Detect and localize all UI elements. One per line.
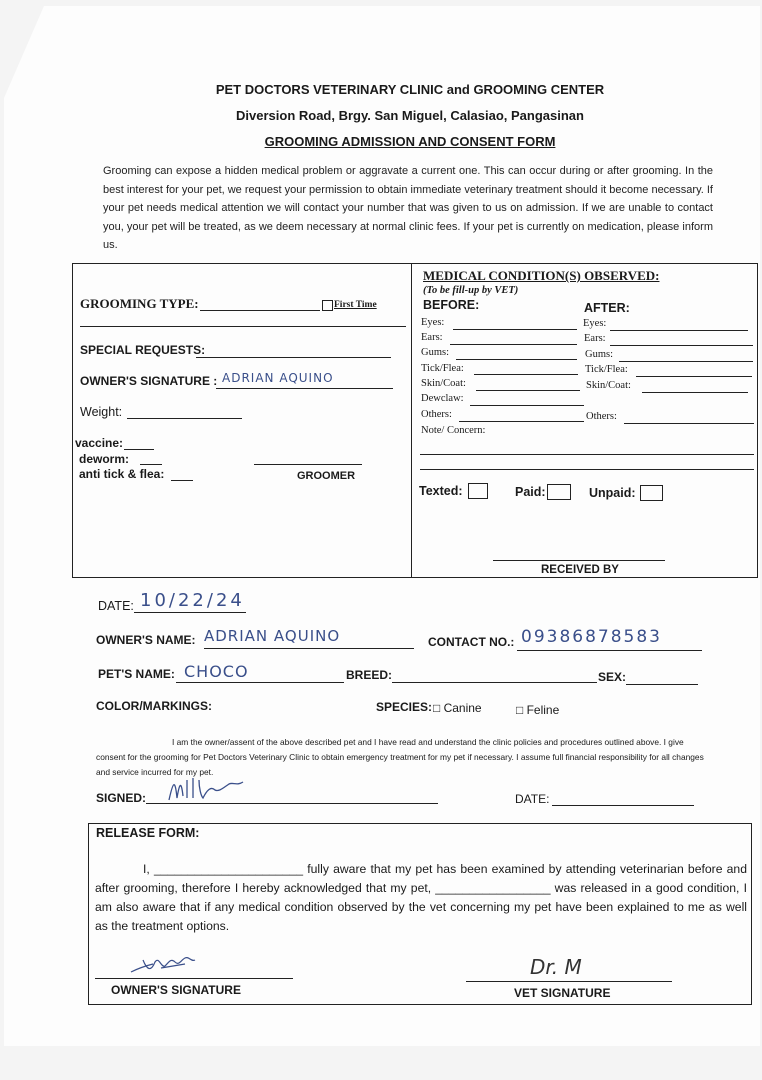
color-markings-label: COLOR/MARKINGS:	[96, 699, 212, 713]
texted-label: Texted:	[419, 484, 463, 498]
after-ears-label: Ears:	[584, 333, 606, 344]
before-tickflea-field[interactable]	[474, 374, 578, 375]
before-ears-label: Ears:	[421, 332, 443, 343]
owner-signature-value: ADRIAN AQUINO	[222, 371, 334, 385]
first-time-label: First Time	[334, 300, 377, 310]
anti-tick-label: anti tick & flea:	[79, 467, 165, 481]
date-value: 10/22/24	[140, 590, 245, 611]
date-label: DATE:	[98, 599, 134, 613]
pet-name-label: PET'S NAME:	[98, 667, 175, 681]
vet-signature-label: VET SIGNATURE	[514, 986, 611, 1000]
before-gums-label: Gums:	[421, 347, 450, 358]
sex-field[interactable]	[626, 684, 698, 685]
signed-label: SIGNED:	[96, 791, 147, 805]
section-divider	[411, 263, 412, 577]
grooming-type-label: GROOMING TYPE:	[80, 296, 199, 311]
sex-label: SEX:	[598, 670, 627, 684]
before-others-field[interactable]	[459, 421, 584, 422]
deworm-field[interactable]	[140, 464, 162, 465]
grooming-type-field[interactable]	[200, 310, 320, 311]
groomer-signature-line[interactable]	[254, 464, 362, 465]
texted-checkbox[interactable]	[468, 483, 488, 499]
vet-signature-value: Dr. M	[530, 955, 582, 979]
after-gums-label: Gums:	[585, 349, 614, 360]
signed-field[interactable]	[146, 803, 438, 804]
weight-field[interactable]	[127, 418, 242, 419]
before-eyes-label: Eyes:	[421, 317, 445, 328]
deworm-label: deworm:	[79, 452, 130, 466]
owner-signature-field[interactable]	[216, 388, 393, 389]
groomer-label: GROOMER	[297, 470, 356, 482]
after-ears-field[interactable]	[610, 345, 753, 346]
medical-title: MEDICAL CONDITION(S) OBSERVED:	[423, 268, 660, 283]
signed-date-field[interactable]	[552, 805, 694, 806]
form-title: GROOMING ADMISSION AND CONSENT FORM	[264, 134, 556, 149]
pet-name-field[interactable]	[176, 682, 344, 683]
pet-name-value: CHOCO	[184, 662, 249, 681]
feline-option[interactable]: □ Feline	[516, 703, 560, 717]
before-skincoat-label: Skin/Coat:	[421, 378, 466, 389]
note-concern-label: Note/ Concern:	[421, 425, 486, 436]
intro-paragraph: Grooming can expose a hidden medical problem or aggravate a current one. This can occur during or after grooming. In the best interest for your pet, we request your permission to obtain immediate veterinary treatment should it become necessary. If your pet needs medical attention we will contact your number that was given to us on admission. If we are unable to contact you, your pet will be treated, as we deem necessary at normal clinic fees. If your pet is currently on medication, please inform us.	[103, 165, 713, 251]
after-others-field[interactable]	[624, 423, 754, 424]
received-by-line[interactable]	[493, 560, 665, 561]
clinic-name: PET DOCTORS VETERINARY CLINIC and GROOMING CENTER	[215, 82, 605, 97]
species-label: SPECIES:	[376, 700, 433, 714]
special-requests-field[interactable]	[196, 357, 391, 358]
after-tickflea-field[interactable]	[636, 376, 752, 377]
after-eyes-field[interactable]	[610, 330, 748, 331]
release-title: RELEASE FORM:	[96, 826, 200, 840]
received-by-label: RECEIVED BY	[541, 564, 619, 576]
paid-label: Paid:	[515, 485, 546, 499]
release-paragraph: I, ______________________ fully aware that my pet has been examined by attending veterinarian before and after grooming, therefore I hereby acknowledged that my pet, _________________ was released in a good condition, I am also aware that if any medical condition observed by the vet concerning my pet have been explained to me as well as the treatment options.	[95, 862, 747, 933]
contact-value: 09386878583	[521, 627, 662, 647]
grooming-type-extra-line[interactable]	[80, 326, 406, 327]
owner-name-label: OWNER'S NAME:	[96, 633, 196, 647]
after-skincoat-field[interactable]	[642, 392, 748, 393]
owner-release-signature-line[interactable]	[95, 978, 293, 979]
owner-handwritten-signature	[165, 772, 255, 804]
before-label: BEFORE:	[423, 298, 480, 312]
canine-option[interactable]: □ Canine	[433, 701, 482, 715]
owner-signature-label: OWNER'S SIGNATURE :	[80, 374, 218, 388]
consent-paragraph: I am the owner/assent of the above described pet and I have read and understand the clinic policies and procedures outlined above. I give consent for the grooming for Pet Doctors Veterinary Clinic to obtain emergency treatment for my pet if necessary. I assume full financial responsibility for all changes and service incurred for my pet.	[96, 737, 704, 777]
after-gums-field[interactable]	[619, 361, 753, 362]
anti-tick-field[interactable]	[171, 480, 193, 481]
note-line-1[interactable]	[420, 454, 754, 455]
vaccine-field[interactable]	[124, 449, 154, 450]
clinic-address: Diversion Road, Brgy. San Miguel, Calasiao, Pangasinan	[236, 108, 584, 123]
contact-field[interactable]	[517, 650, 702, 651]
after-eyes-label: Eyes:	[583, 318, 607, 329]
owner-name-value: ADRIAN AQUINO	[204, 627, 341, 645]
before-tickflea-label: Tick/Flea:	[421, 363, 464, 374]
before-dewclaw-field[interactable]	[470, 405, 584, 406]
before-dewclaw-label: Dewclaw:	[421, 393, 464, 404]
unpaid-checkbox[interactable]	[640, 485, 663, 501]
signed-date-label: DATE:	[515, 792, 550, 806]
before-eyes-field[interactable]	[453, 329, 577, 330]
owner-release-signature-label: OWNER'S SIGNATURE	[111, 983, 241, 997]
after-skincoat-label: Skin/Coat:	[586, 380, 631, 391]
contact-label: CONTACT NO.:	[428, 635, 515, 649]
before-others-label: Others:	[421, 409, 452, 420]
date-field[interactable]	[134, 612, 246, 613]
special-requests-label: SPECIAL REQUESTS:	[80, 343, 206, 357]
vet-signature-line[interactable]	[466, 981, 672, 982]
medical-subtitle: (To be fill-up by VET)	[423, 285, 519, 296]
vaccine-label: vaccine:	[75, 436, 124, 450]
after-label: AFTER:	[584, 301, 630, 315]
after-others-label: Others:	[586, 411, 617, 422]
note-line-2[interactable]	[420, 469, 754, 470]
weight-label: Weight:	[80, 405, 123, 419]
folded-corner	[4, 6, 44, 98]
before-ears-field[interactable]	[450, 344, 577, 345]
first-time-checkbox[interactable]	[322, 300, 333, 311]
breed-field[interactable]	[392, 682, 597, 683]
owner-name-field[interactable]	[204, 648, 414, 649]
breed-label: BREED:	[346, 668, 393, 682]
unpaid-label: Unpaid:	[589, 486, 636, 500]
before-gums-field[interactable]	[456, 359, 577, 360]
after-tickflea-label: Tick/Flea:	[585, 364, 628, 375]
paid-checkbox[interactable]	[547, 484, 571, 500]
owner-release-signature	[125, 950, 205, 978]
before-skincoat-field[interactable]	[476, 390, 580, 391]
